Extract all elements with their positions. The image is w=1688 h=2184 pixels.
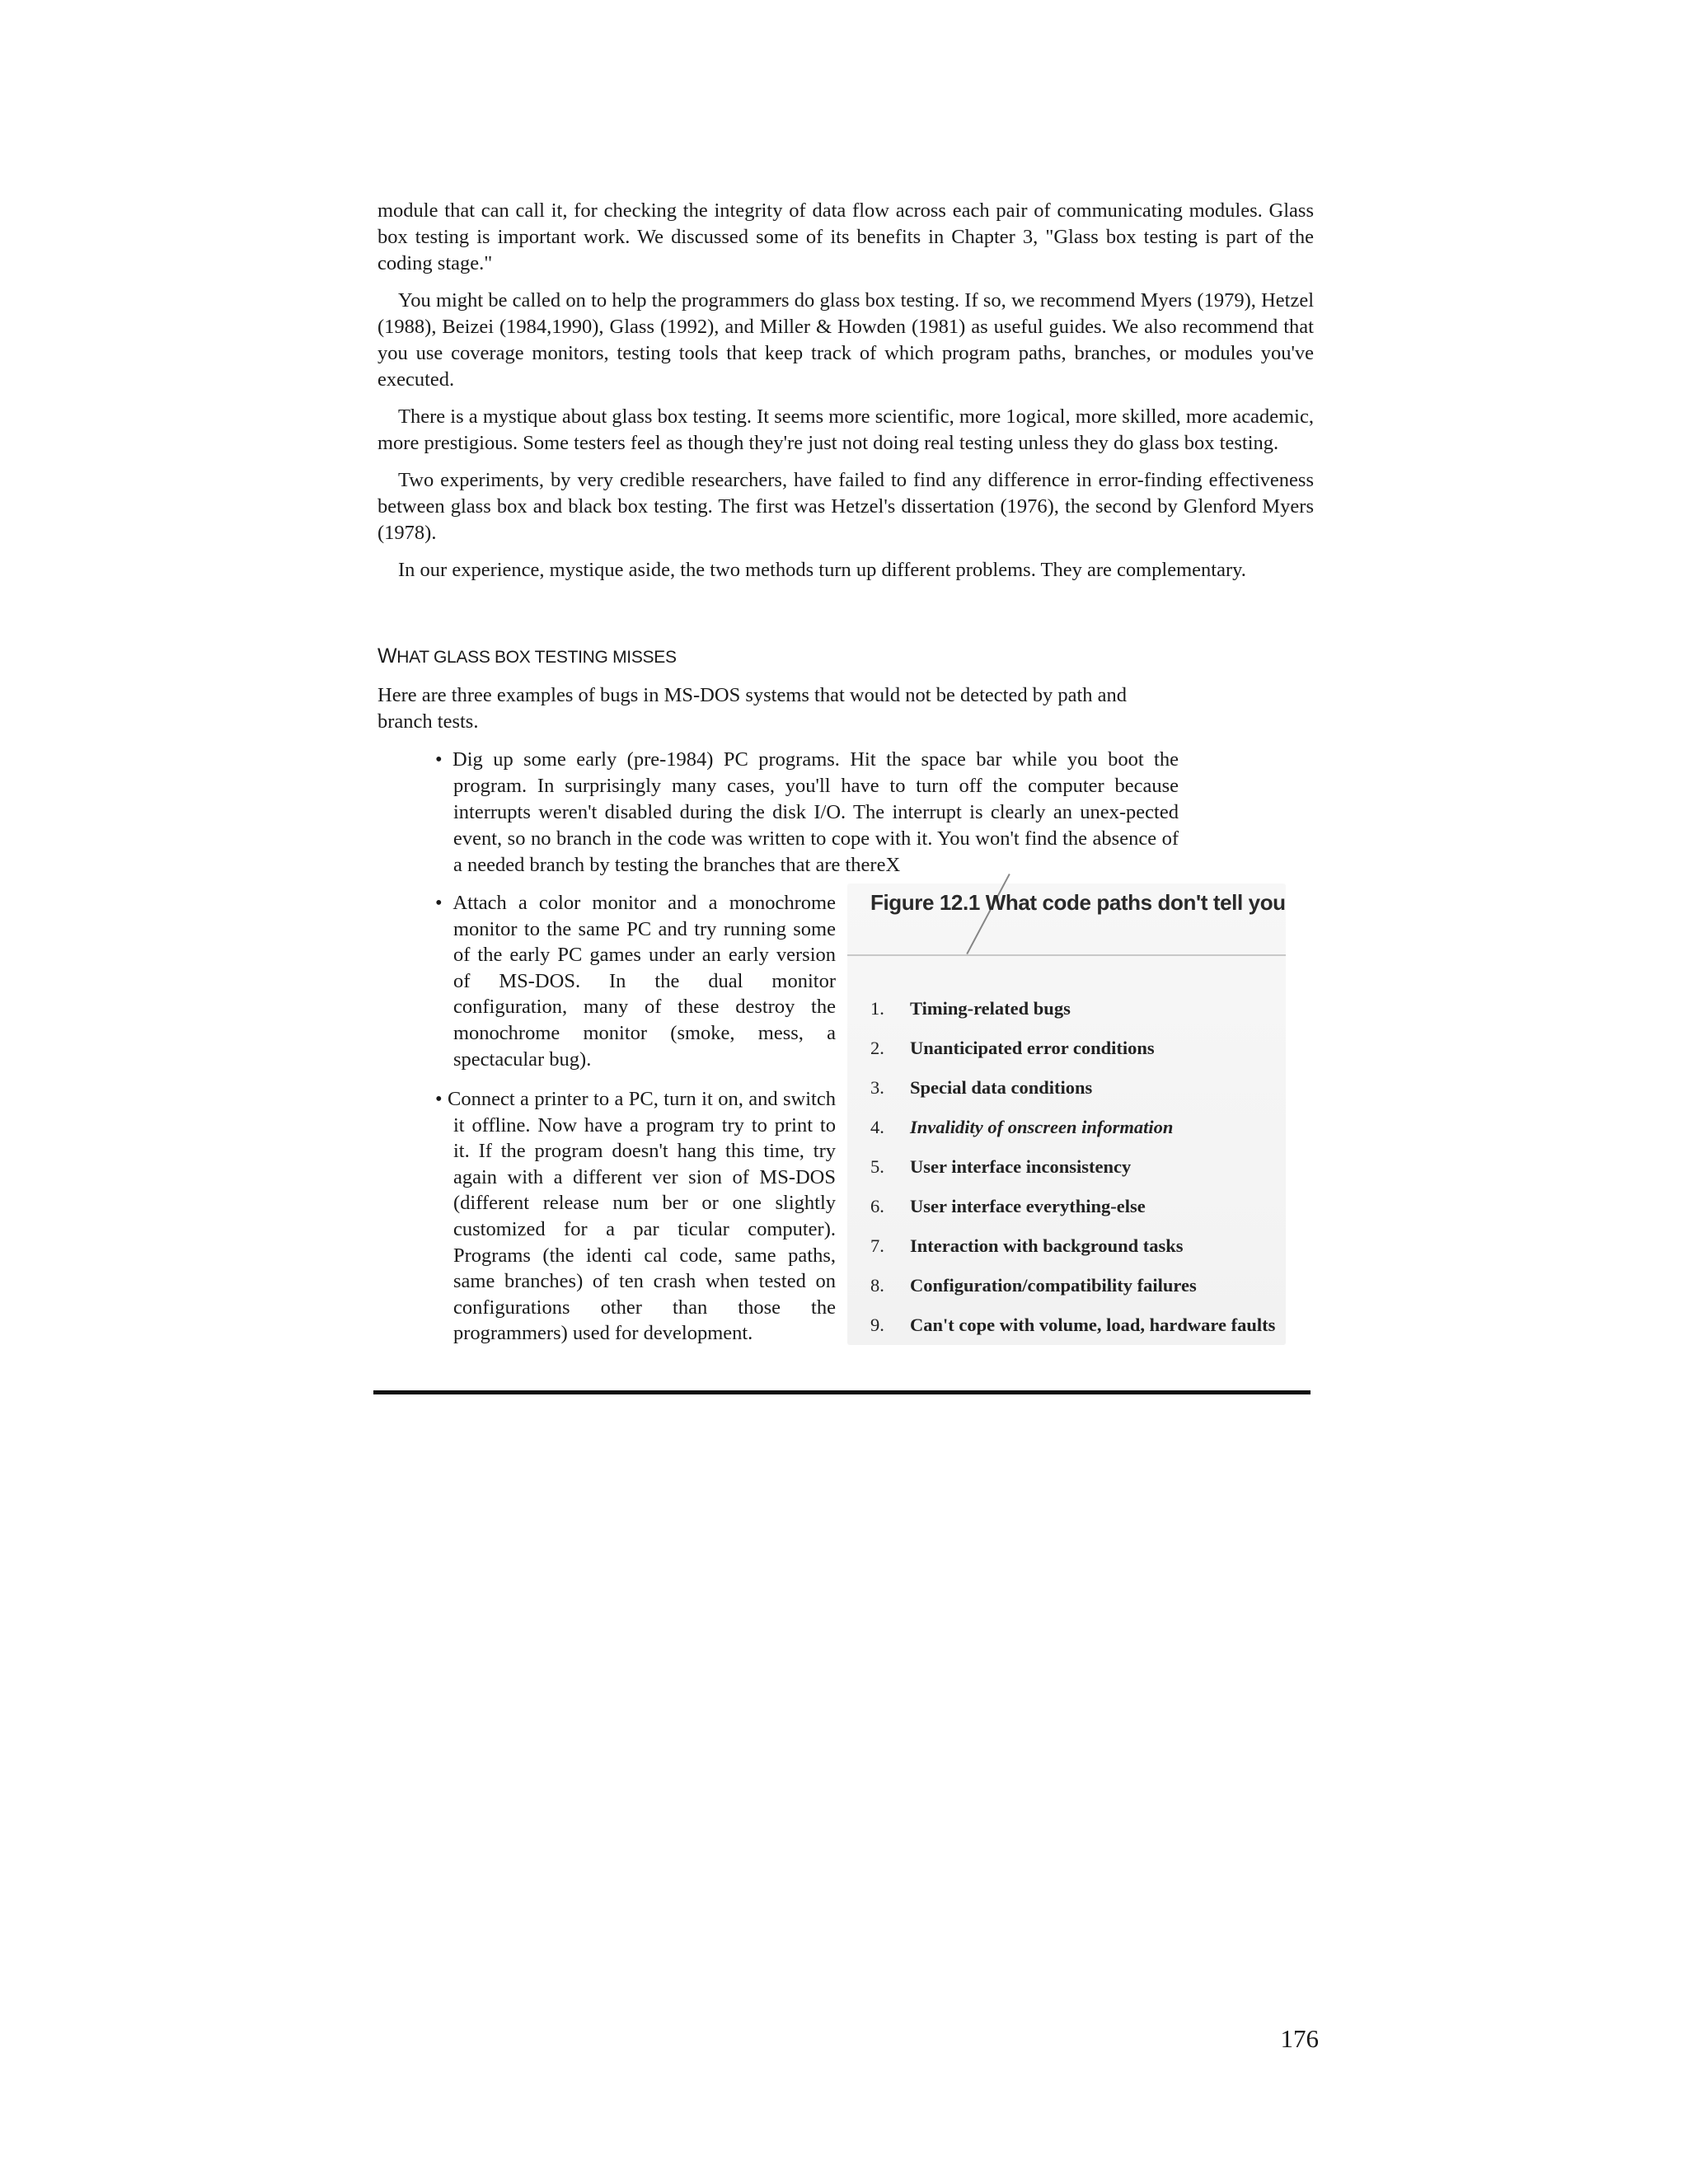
paragraph: You might be called on to help the programmers do glass box testing. If so, we recommend Myers (1979), Hetzel (1988), Beizei (1984,1990), Glass (1992), and Miller & Howden (1981) as useful guides. We also recommend that you use coverage monitors, testing tools that keep track of which program paths, branches, or modules you've executed. <box>377 289 1314 391</box>
figure-list-item: 4. Invalidity of onscreen information <box>870 1117 1174 1137</box>
page-number: 176 <box>1280 2024 1319 2053</box>
bullet-item: • Connect a printer to a PC, turn it on, and switch it offline. Now have a program try to print to it. If the program doesn't hang this time, try again with a different ver sion of MS-DOS (different release num ber or one slightly customized for a par ticular computer). Programs (the identi cal code, same paths, same branches) of ten crash when tested on configurations other than those the programmers) used for development. <box>435 1088 836 1345</box>
bullet-item: • Dig up some early (pre-1984) PC programs. Hit the space bar while you boot the program. In surprisingly many cases, you'll have to turn off the computer because interrupts weren't disabled during the disk I/O. The interrupt is clearly an unex-pected event, so no branch in the code was written to cope with it. You won't find the absence of a needed branch by testing the branches that are thereX <box>435 748 1179 876</box>
figure-list-item: 1. Timing-related bugs <box>870 998 1071 1019</box>
figure-list-item: 8. Configuration/compatibility failures <box>870 1275 1197 1296</box>
body-text <box>377 198 1314 594</box>
heading-rest: HAT GLASS BOX TESTING MISSES <box>396 648 677 667</box>
paragraph: In our experience, mystique aside, the two methods turn up different problems. They are complementary. <box>398 559 1246 581</box>
figure-list-item: 9. Can't cope with volume, load, hardware faults <box>870 1315 1276 1335</box>
paragraph: module that can call it, for checking the integrity of data flow across each pair of communicating modules. Glass box testing is important work. We discussed some of its benefits in Chapter 3, "Glass box testing is part of the coding stage." <box>377 199 1314 274</box>
section-intro: Here are three examples of bugs in MS-DOS systems that would not be detected by path and branch tests. <box>377 684 1128 733</box>
section-heading <box>377 644 677 668</box>
paragraph: There is a mystique about glass box testing. It seems more scientific, more 1ogical, more skilled, more academic, more prestigious. Some testers feel as though they're just not doing real testing unless they do glass box testing. <box>377 405 1314 454</box>
figure-list-item: 7. Interaction with background tasks <box>870 1235 1184 1256</box>
figure-divider <box>847 954 1286 956</box>
paragraph: Two experiments, by very credible researchers, have failed to find any difference in error-finding effectiveness between glass box and black box testing. The first was Hetzel's dissertation (1976), the second by Glenford Myers (1978). <box>377 469 1314 544</box>
figure-list-item: 5. User interface inconsistency <box>870 1156 1132 1177</box>
figure-list-item: 2. Unanticipated error conditions <box>870 1038 1155 1058</box>
figure-12-1 <box>847 883 1286 1345</box>
section-end-rule <box>373 1390 1311 1394</box>
figure-list <box>870 989 1275 1345</box>
bullet-item: • Attach a color monitor and a monochrome monitor to the same PC and try running some of the early PC games under an early version of MS-DOS. In the dual monitor configuration, many of these destroy the monochrome monitor (smoke, mess, a spectacular bug). <box>435 892 836 1071</box>
figure-list-item: 6. User interface everything-else <box>870 1196 1146 1216</box>
figure-list-item: 3. Special data conditions <box>870 1077 1093 1098</box>
heading-initial: W <box>377 644 397 668</box>
figure-title: Figure 12.1 What code paths don't tell you <box>870 890 1286 915</box>
